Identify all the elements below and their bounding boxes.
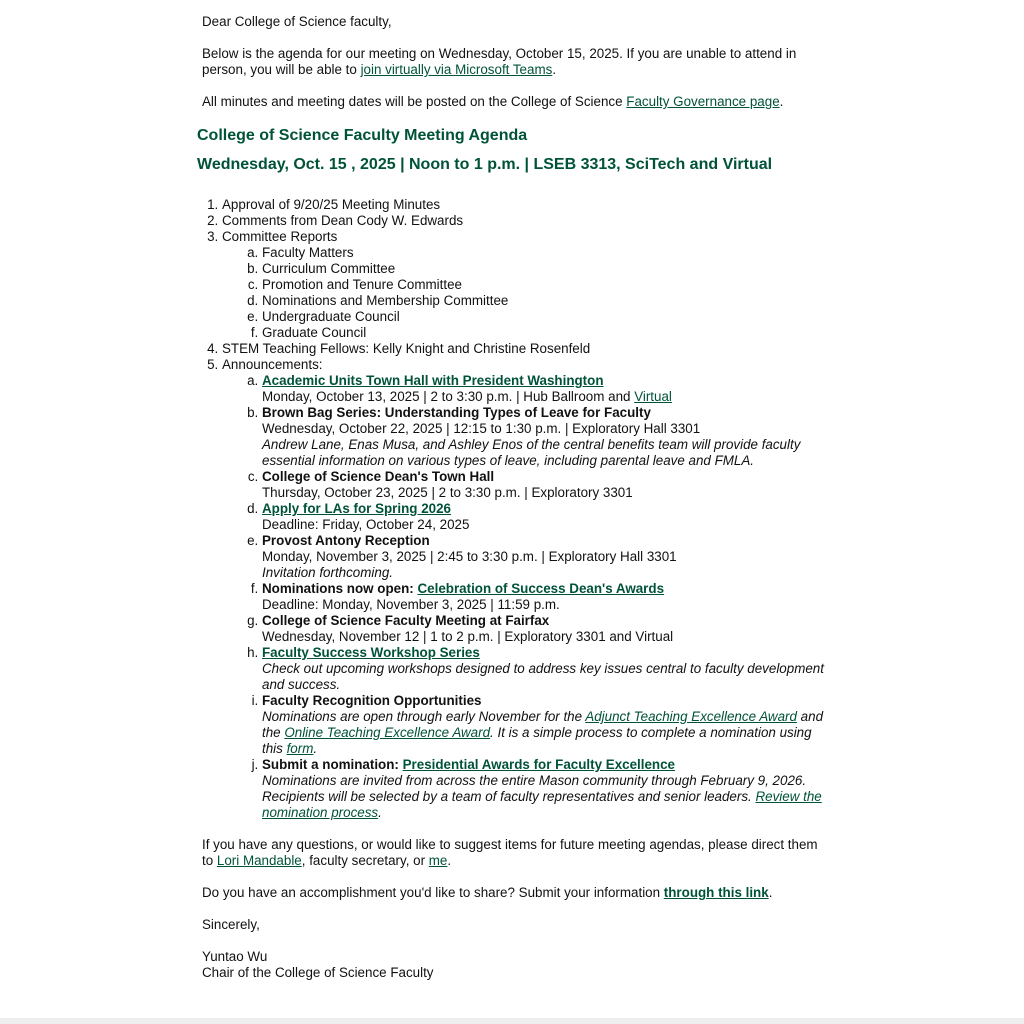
accomplishment-link[interactable]: through this link xyxy=(663,885,769,900)
announcement-title: Brown Bag Series: Understanding Types of Leave for Faculty xyxy=(262,405,651,420)
announcement-item xyxy=(262,405,832,469)
agenda-item: 2. Comments from Dean Cody W. Edwards xyxy=(222,213,832,229)
online-award-link[interactable]: Online Teaching Excellence Award xyxy=(284,725,491,740)
committee-list xyxy=(222,245,832,341)
closing: Sincerely, xyxy=(202,917,260,932)
announcement-detail: Wednesday, October 22, 2025 | 12:15 to 1:30 p.m. | Exploratory Hall 3301 xyxy=(262,421,701,436)
note-text: . It is a simple process to complete a nomination using this xyxy=(262,725,812,756)
agenda-item-label: Committee Reports xyxy=(222,229,338,244)
apply-las-link[interactable]: Apply for LAs for Spring 2026 xyxy=(262,501,451,516)
announcement-item xyxy=(262,581,832,613)
committee-item: f. Graduate Council xyxy=(262,325,832,341)
announcement-detail: Thursday, October 23, 2025 | 2 to 3:30 p.m. | Exploratory 3301 xyxy=(262,485,633,500)
announcement-detail: Deadline: Monday, November 3, 2025 | 11:59 p.m. xyxy=(262,597,560,612)
meeting-details-heading: Wednesday, Oct. 15 , 2025 | Noon to 1 p.m. | LSEB 3313, SciTech and Virtual xyxy=(197,156,773,173)
note-text: . xyxy=(313,741,318,756)
announcement-note: Invitation forthcoming. xyxy=(262,565,393,580)
announcement-note: Andrew Lane, Enas Musa, and Ashley Enos of the central benefits team will provide faculty essential information on various types of leave, including parental leave and FMLA. xyxy=(262,437,801,468)
detail-text: Monday, October 13, 2025 | 2 to 3:30 p.m. | Hub Ballroom and xyxy=(262,389,635,404)
note-text: Nominations are invited from across the entire Mason community through February 9, 2026. Recipients will be selected by a team of faculty representatives and senior leaders. xyxy=(262,773,807,804)
announcement-title: Nominations now open: xyxy=(262,581,418,596)
announcement-title: Submit a nomination: xyxy=(262,757,403,772)
questions-paragraph xyxy=(202,837,832,869)
announcement-item xyxy=(262,373,832,405)
signature xyxy=(202,949,832,981)
announcement-note: Check out upcoming workshops designed to address key issues central to faculty development and success. xyxy=(262,661,824,692)
intro-paragraph xyxy=(202,46,832,78)
announcement-title: College of Science Dean's Town Hall xyxy=(262,469,495,484)
agenda-list xyxy=(202,197,832,821)
presidential-awards-link[interactable]: Presidential Awards for Faculty Excellence xyxy=(402,757,675,772)
announcement-detail: Deadline: Friday, October 24, 2025 xyxy=(262,517,470,532)
announcement-note xyxy=(262,773,832,821)
announcement-item xyxy=(262,501,832,533)
intro-end: . xyxy=(552,62,557,77)
agenda-item-label: Announcements: xyxy=(222,357,323,372)
form-link[interactable]: form xyxy=(286,741,314,756)
announcement-list xyxy=(222,373,832,821)
announcement-item xyxy=(262,469,832,501)
agenda-item xyxy=(222,229,832,341)
announcement-note xyxy=(262,709,832,757)
workshop-series-link[interactable]: Faculty Success Workshop Series xyxy=(262,645,480,660)
me-link[interactable]: me xyxy=(428,853,448,868)
minutes-end: . xyxy=(779,94,784,109)
questions-text: , faculty secretary, or xyxy=(301,853,429,868)
accomplishment-text: Do you have an accomplishment you'd like to share? Submit your information xyxy=(202,885,664,900)
announcement-detail xyxy=(262,389,832,405)
signature-title: Chair of the College of Science Faculty xyxy=(202,965,434,980)
greeting: Dear College of Science faculty, xyxy=(202,14,392,29)
committee-item: d. Nominations and Membership Committee xyxy=(262,293,832,309)
signature-name: Yuntao Wu xyxy=(202,949,268,964)
note-text: and the xyxy=(262,709,824,740)
announcement-title: Faculty Recognition Opportunities xyxy=(262,693,482,708)
nomination-process-link[interactable]: Review the nomination process xyxy=(262,789,822,820)
accomplishment-text: . xyxy=(768,885,773,900)
committee-item: b. Curriculum Committee xyxy=(262,261,832,277)
agenda-heading: College of Science Faculty Meeting Agenda xyxy=(197,127,528,144)
town-hall-link[interactable]: Academic Units Town Hall with President Washington xyxy=(262,373,604,388)
deans-awards-link[interactable]: Celebration of Success Dean's Awards xyxy=(417,581,665,596)
intro-text: Below is the agenda for our meeting on Wednesday, October 15, 2025. If you are unable to attend in person, you will be able to xyxy=(202,46,797,77)
announcement-detail: Wednesday, November 12 | 1 to 2 p.m. | Exploratory 3301 and Virtual xyxy=(262,629,674,644)
note-text: . xyxy=(378,805,382,820)
announcement-detail: Monday, November 3, 2025 | 2:45 to 3:30 p.m. | Exploratory Hall 3301 xyxy=(262,549,677,564)
announcement-title: Provost Antony Reception xyxy=(262,533,430,548)
teams-link[interactable]: join virtually via Microsoft Teams xyxy=(360,62,553,77)
questions-text: . xyxy=(447,853,452,868)
announcement-item xyxy=(262,645,832,693)
lori-mandable-link[interactable]: Lori Mandable xyxy=(216,853,302,868)
footer-bar xyxy=(0,1018,1024,1024)
virtual-link[interactable]: Virtual xyxy=(634,389,672,404)
minutes-text: All minutes and meeting dates will be posted on the College of Science xyxy=(202,94,627,109)
committee-item: c. Promotion and Tenure Committee xyxy=(262,277,832,293)
committee-item: e. Undergraduate Council xyxy=(262,309,832,325)
accomplishment-paragraph xyxy=(202,885,832,901)
adjunct-award-link[interactable]: Adjunct Teaching Excellence Award xyxy=(585,709,797,724)
announcement-item xyxy=(262,693,832,757)
announcement-item xyxy=(262,757,832,821)
agenda-item: 1. Approval of 9/20/25 Meeting Minutes xyxy=(222,197,832,213)
note-text: Nominations are open through early November for the xyxy=(262,709,586,724)
agenda-item: 4. STEM Teaching Fellows: Kelly Knight and Christine Rosenfeld xyxy=(222,341,832,357)
email-body xyxy=(197,14,832,981)
agenda-item xyxy=(222,357,832,821)
questions-text: If you have any questions, or would like to suggest items for future meeting agendas, please direct them to xyxy=(202,837,818,868)
announcement-item xyxy=(262,613,832,645)
announcement-title: College of Science Faculty Meeting at Fairfax xyxy=(262,613,550,628)
announcement-item xyxy=(262,533,832,581)
committee-item: a. Faculty Matters xyxy=(262,245,832,261)
faculty-governance-link[interactable]: Faculty Governance page xyxy=(626,94,780,109)
minutes-paragraph xyxy=(202,94,832,110)
